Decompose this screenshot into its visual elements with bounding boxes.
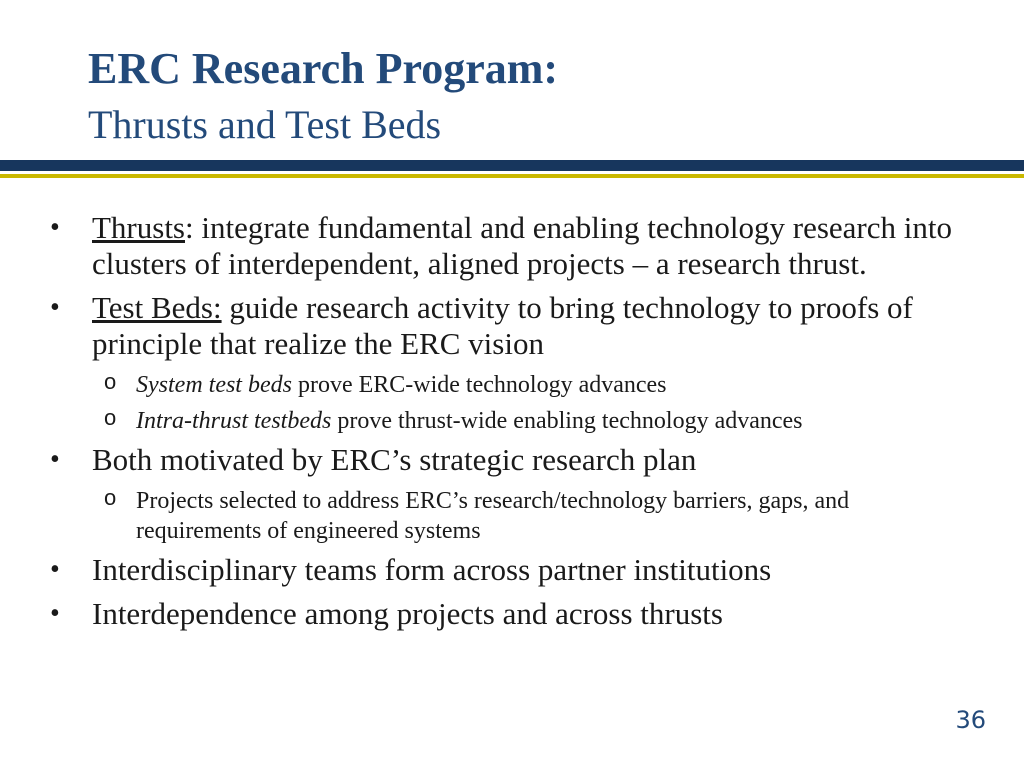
bullet-interdisciplinary-teams xyxy=(50,552,970,588)
sub-bullet-text: prove thrust-wide enabling technology advances xyxy=(331,408,803,434)
sub-bullet-projects-selected xyxy=(50,486,970,546)
sub-bullet-intra-thrust xyxy=(50,406,970,436)
header-divider-navy xyxy=(0,160,1024,171)
bullet-thrusts xyxy=(50,210,970,282)
term-test-beds: Test Beds: xyxy=(92,290,222,325)
header-divider-gold xyxy=(0,174,1024,178)
bullet-text: Interdisciplinary teams form across partner institutions xyxy=(92,552,772,587)
slide-title: ERC Research Program: xyxy=(88,44,559,93)
bullet-text: guide research activity to bring technology to proofs of principle that realize the ERC vision xyxy=(92,290,913,361)
bullet-text: Interdependence among projects and across thrusts xyxy=(92,596,723,631)
sub-bullet-system-test-beds xyxy=(50,370,970,400)
sub-bullet-circle-icon: o xyxy=(104,405,117,430)
bullet-interdependence xyxy=(50,596,970,632)
sub-bullet-text: Projects selected to address ERC’s research/technology barriers, gaps, and requirements of engineered systems xyxy=(136,488,850,544)
term-system-test-beds: System test beds xyxy=(136,372,292,398)
bullet-dot-icon: • xyxy=(50,598,60,629)
bullet-test-beds xyxy=(50,290,970,362)
bullet-dot-icon: • xyxy=(50,554,60,585)
sub-bullet-circle-icon: o xyxy=(104,485,117,510)
bullet-dot-icon: • xyxy=(50,292,60,323)
bullet-strategic-plan xyxy=(50,442,970,478)
bullet-text: : integrate fundamental and enabling technology research into clusters of interdependent, aligned projects – a research thrust. xyxy=(92,210,952,281)
bullet-dot-icon: • xyxy=(50,444,60,475)
term-intra-thrust-testbeds: Intra-thrust testbeds xyxy=(136,408,332,434)
bullet-dot-icon: • xyxy=(50,212,60,243)
slide-subtitle: Thrusts and Test Beds xyxy=(88,102,442,147)
sub-bullet-text: prove ERC-wide technology advances xyxy=(291,372,667,398)
page-number: 36 xyxy=(955,706,986,734)
term-thrusts: Thrusts xyxy=(92,210,185,245)
sub-bullet-circle-icon: o xyxy=(104,369,117,394)
bullet-list xyxy=(50,210,970,640)
bullet-text: Both motivated by ERC’s strategic research plan xyxy=(92,442,697,477)
